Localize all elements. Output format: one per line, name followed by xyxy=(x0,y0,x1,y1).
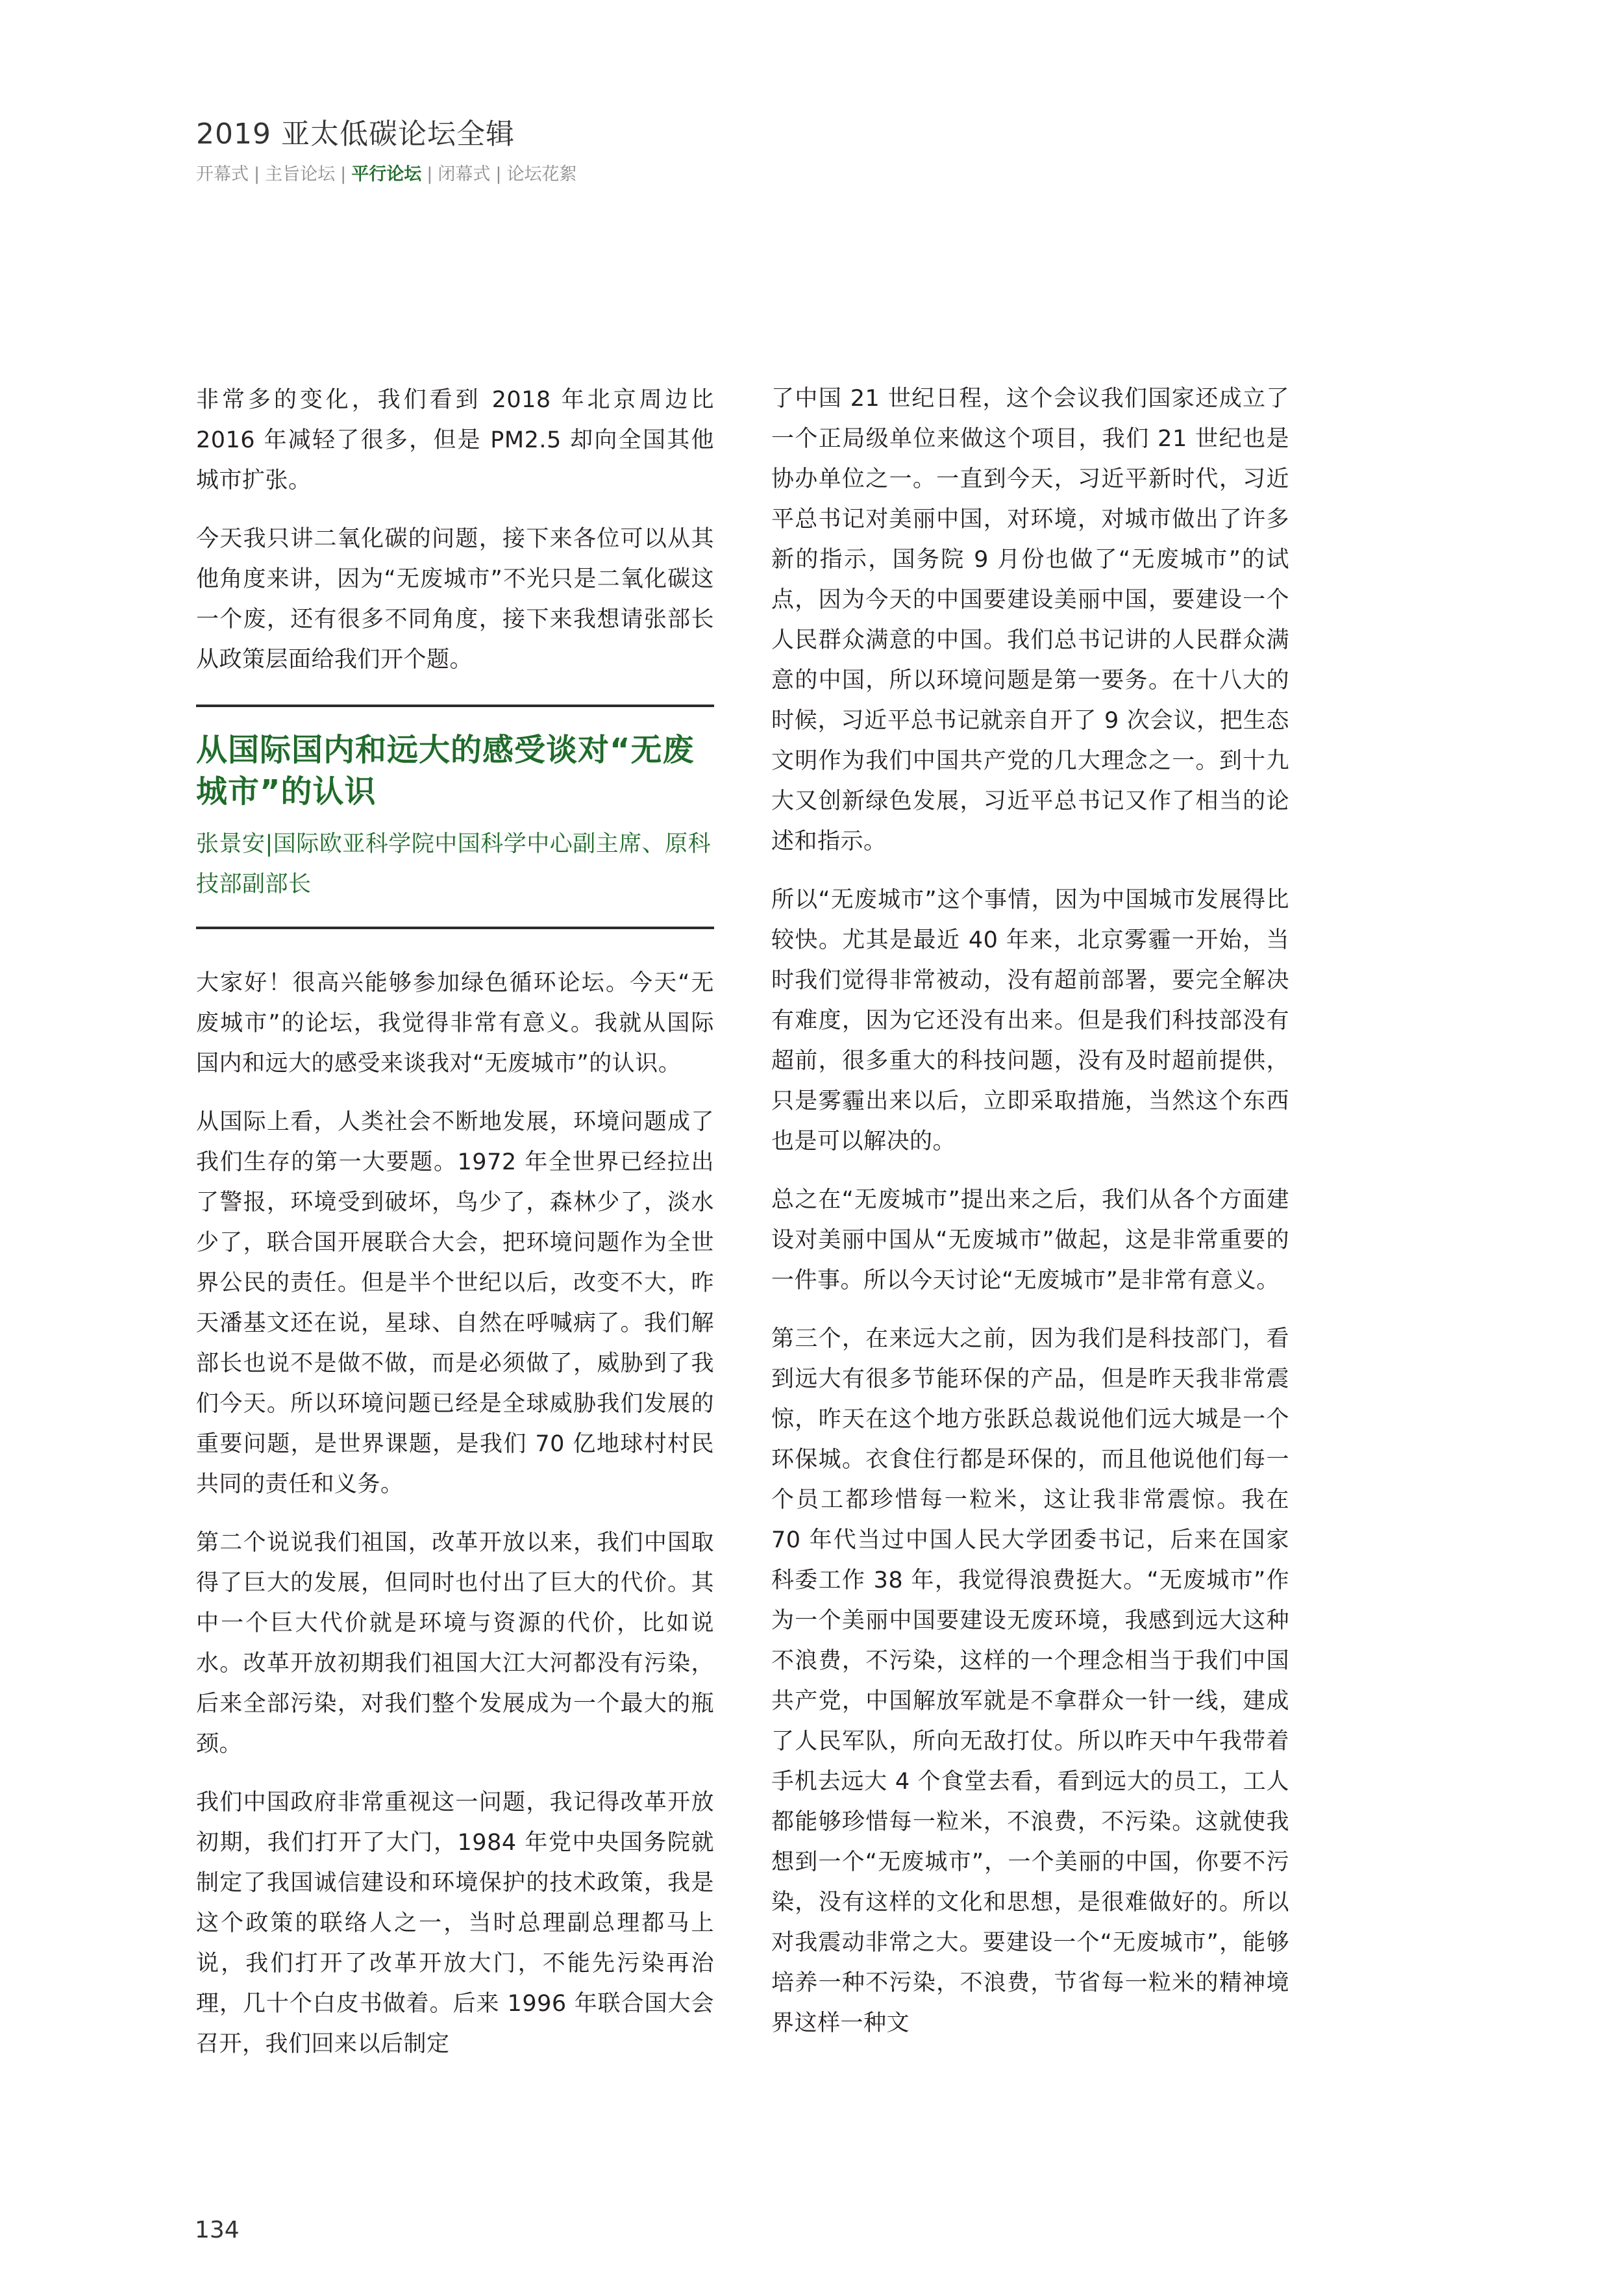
nav-item-closing[interactable]: 闭幕式 xyxy=(438,164,491,184)
nav-item-parallel-forum[interactable]: 平行论坛 xyxy=(351,164,422,184)
body-paragraph: 今天我只讲二氧化碳的问题，接下来各位可以从其他角度来讲，因为“无废城市”不光只是二氧化碳这一个废，还有很多不同角度，接下来我想请张部长从政策层面给我们开个题。 xyxy=(196,526,714,673)
body-paragraph: 了中国 21 世纪日程，这个会议我们国家还成立了一个正局级单位来做这个项目，我们 21 世纪也是协办单位之一。一直到今天，习近平新时代，习近平总书记对美丽中国，对环境，对城市做出了许多新的指示，国务院 9 月份也做了“无废城市”的试点，因为今天的中国要建设美丽中国，要建设一个人民群众满意的中国。我们总书记讲的人民群众满意的中国，所以环境问题是第一要务。在十八大的时候，习近平总书记就亲自开了 9 次会议，把生态文明作为我们中国共产党的几大理念之一。到十九大又创新绿色发展，习近平总书记又作了相当的论述和指示。 xyxy=(771,386,1289,855)
body-paragraph: 我们中国政府非常重视这一问题，我记得改革开放初期，我们打开了大门，1984 年党中央国务院就制定了我国诚信建设和环境保护的技术政策，我是这个政策的联络人之一，当时总理副总理都马上说，我们打开了改革开放大门，不能先污染再治理，几十个白皮书做着。后来 1996 年联合国大会召开，我们回来以后制定 xyxy=(196,1790,714,2057)
nav-separator: | xyxy=(427,164,433,184)
body-paragraph: 第三个，在来远大之前，因为我们是科技部门，看到远大有很多节能环保的产品，但是昨天我非常震惊，昨天在这个地方张跃总裁说他们远大城是一个环保城。衣食住行都是环保的，而且他说他们每一个员工都珍惜每一粒米，这让我非常震惊。我在 70 年代当过中国人民大学团委书记，后来在国家科委工作 38 年，我觉得浪费挺大。“无废城市”作为一个美丽中国要建设无废环境，我感到远大这种不浪费，不污染，这样的一个理念相当于我们中国共产党，中国解放军就是不拿群众一针一线，建成了人民军队，所向无敌打仗。所以昨天中午我带着手机去远大 4 个食堂去看，看到远大的员工，工人都能够珍惜每一粒米，不浪费，不污染。这就使我想到一个“无废城市”，一个美丽的中国，你要不污染，没有这样的文化和思想，是很难做好的。所以对我震动非常之大。要建设一个“无废城市”，能够培养一种不污染，不浪费，节省每一粒米的精神境界这样一种文 xyxy=(771,1326,1289,2036)
body-paragraph: 第二个说说我们祖国，改革开放以来，我们中国取得了巨大的发展，但同时也付出了巨大的代价。其中一个巨大代价就是环境与资源的代价，比如说水。改革开放初期我们祖国大江大河都没有污染，后来全部污染，对我们整个发展成为一个最大的瓶颈。 xyxy=(196,1530,714,1757)
nav-separator: | xyxy=(495,164,502,184)
body-paragraph: 所以“无废城市”这个事情，因为中国城市发展得比较快。尤其是最近 40 年来，北京雾霾一开始，当时我们觉得非常被动，没有超前部署，要完全解决有难度，因为它还没有出来。但是我们科技部没有超前，很多重大的科技问题，没有及时超前提供，只是雾霾出来以后，立即采取措施，当然这个东西也是可以解决的。 xyxy=(771,887,1289,1154)
nav-item-opening[interactable]: 开幕式 xyxy=(196,164,249,184)
running-header-title: 2019 亚太低碳论坛全辑 xyxy=(196,118,515,151)
section-heading-block xyxy=(196,705,714,929)
section-title: 从国际国内和远大的感受谈对“无废城市”的认识 xyxy=(196,732,695,810)
speaker-byline: 张景安|国际欧亚科学院中国科学中心副主席、原科技部副部长 xyxy=(196,831,712,897)
right-column xyxy=(771,379,1289,2062)
nav-item-highlights[interactable]: 论坛花絮 xyxy=(506,164,577,184)
speech-body xyxy=(196,963,714,2064)
body-paragraph: 非常多的变化，我们看到 2018 年北京周边比 2016 年减轻了很多，但是 PM2.5 却向全国其他城市扩张。 xyxy=(196,387,714,493)
nav-separator: | xyxy=(340,164,347,184)
nav-item-keynote[interactable]: 主旨论坛 xyxy=(265,164,336,184)
section-breadcrumb xyxy=(196,160,576,185)
left-column xyxy=(196,380,714,2082)
page-number: 134 xyxy=(195,2217,240,2243)
body-paragraph: 总之在“无废城市”提出来之后，我们从各个方面建设对美丽中国从“无废城市”做起，这是非常重要的一件事。所以今天讨论“无废城市”是非常有意义。 xyxy=(771,1187,1289,1293)
divider-bottom xyxy=(196,927,714,929)
body-paragraph: 大家好！很高兴能够参加绿色循环论坛。今天“无废城市”的论坛，我觉得非常有意义。我就从国际国内和远大的感受来谈我对“无废城市”的认识。 xyxy=(196,970,714,1077)
body-paragraph: 从国际上看，人类社会不断地发展，环境问题成了我们生存的第一大要题。1972 年全世界已经拉出了警报，环境受到破坏，鸟少了，森林少了，淡水少了，联合国开展联合大会，把环境问题作为全世界公民的责任。但是半个世纪以后，改变不大，昨天潘基文还在说，星球、自然在呼喊病了。我们解部长也说不是做不做，而是必须做了，威胁到了我们今天。所以环境问题已经是全球威胁我们发展的重要问题，是世界课题，是我们 70 亿地球村村民共同的责任和义务。 xyxy=(196,1109,714,1497)
nav-separator: | xyxy=(254,164,260,184)
divider-top xyxy=(196,705,714,707)
